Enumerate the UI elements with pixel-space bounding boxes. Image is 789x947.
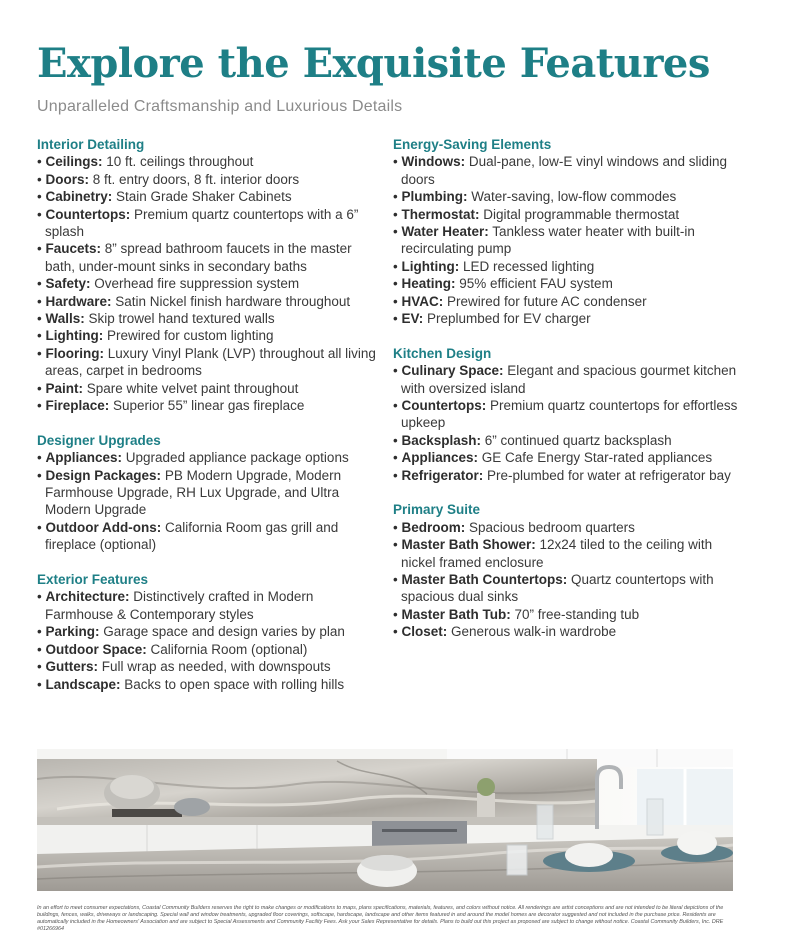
bullet-icon: • [37,398,46,414]
feature-item [393,519,738,536]
feature-description: Upgraded appliance package options [125,450,349,466]
section-kitchen-design [393,345,738,484]
feature-term: Paint: [45,380,83,396]
left-column [37,136,382,710]
feature-description: GE Cafe Energy Star-rated appliances [481,450,713,466]
bullet-icon: • [393,467,402,483]
bullet-icon: • [393,450,402,466]
bullet-icon: • [37,241,46,257]
feature-description: PB Modern Upgrade, Modern Farmhouse Upgrade, RH Lux Upgrade, and Ultra Modern Upgrade [45,467,342,518]
feature-item [37,449,382,466]
bullet-icon: • [37,589,46,605]
feature-item [37,153,382,170]
feature-term: Master Bath Countertops: [401,572,568,588]
feature-description: Digital programmable thermostat [483,206,680,222]
feature-term: Appliances: [45,450,123,466]
feature-item [37,240,382,275]
feature-item [37,467,382,519]
feature-description: Pre-plumbed for water at refrigerator bay [487,467,731,483]
feature-item [37,397,382,414]
bullet-icon: • [393,276,402,292]
feature-item [37,293,382,310]
bullet-icon: • [37,328,46,344]
feature-description: 10 ft. ceilings throughout [106,154,254,170]
feature-description: Full wrap as needed, with downspouts [101,659,331,675]
feature-term: Heating: [401,276,456,292]
feature-description: 8 ft. entry doors, 8 ft. interior doors [92,171,300,187]
feature-term: Ceilings: [45,154,103,170]
bullet-icon: • [393,572,402,588]
feature-term: Appliances: [401,450,479,466]
feature-description: Water-saving, low-flow commodes [471,189,677,205]
feature-item [37,641,382,658]
section-heading: Energy-Saving Elements [393,137,552,152]
section-heading: Exterior Features [37,572,149,588]
feature-description: 8” spread bathroom faucets in the master bath, under-mount sinks in secondary baths [45,241,352,274]
feature-description: Distinctively crafted in Modern Farmhouse & Contemporary styles [45,589,314,622]
feature-description: Satin Nickel finish hardware throughout [115,293,351,309]
feature-description: Premium quartz countertops for effortless upkeep [401,398,738,431]
feature-term: Backsplash: [401,432,482,448]
feature-item [37,676,382,693]
feature-description: 70” free-standing tub [514,606,640,622]
page-subtitle: Unparalleled Craftsmanship and Luxurious Details [37,98,403,115]
bullet-icon: • [37,641,46,657]
feature-description: Spare white velvet paint throughout [86,380,299,396]
bullet-icon: • [37,345,46,361]
feature-term: Master Bath Shower: [401,537,536,553]
bullet-icon: • [37,189,46,205]
feature-item [393,258,738,275]
feature-term: HVAC: [401,293,444,309]
feature-item [393,293,738,310]
feature-term: Bedroom: [401,519,466,535]
bullet-icon: • [37,154,46,170]
feature-item [393,310,738,327]
feature-term: Master Bath Tub: [401,606,511,622]
feature-term: Culinary Space: [401,363,504,379]
feature-item [37,623,382,640]
feature-term: Countertops: [45,206,131,222]
feature-item [393,449,738,466]
feature-term: Fireplace: [45,398,110,414]
feature-item [37,275,382,292]
feature-item [393,432,738,449]
feature-description: Superior 55” linear gas fireplace [113,398,305,414]
feature-description: 95% efficient FAU system [459,276,613,292]
feature-term: Outdoor Space: [45,641,147,657]
feature-description: Spacious bedroom quarters [469,519,635,535]
feature-description: Generous walk-in wardrobe [451,624,617,640]
feature-term: Refrigerator: [401,467,484,483]
feature-description: 12x24 tiled to the ceiling with nickel framed enclosure [401,537,713,570]
feature-description: California Room (optional) [150,641,308,657]
bullet-icon: • [393,311,402,327]
feature-term: Thermostat: [401,206,480,222]
feature-item [37,310,382,327]
feature-term: Architecture: [45,589,130,605]
feature-item [37,658,382,675]
bullet-icon: • [37,293,46,309]
feature-description: Backs to open space with rolling hills [124,676,345,692]
feature-item [393,571,738,606]
feature-description: Prewired for custom lighting [106,328,274,344]
feature-item [393,536,738,571]
bullet-icon: • [37,450,46,466]
bullet-icon: • [37,276,46,292]
feature-description: Quartz countertops with spacious dual sinks [401,572,714,605]
feature-term: Windows: [401,154,466,170]
feature-description: Elegant and spacious gourmet kitchen with oversized island [401,363,737,396]
feature-term: Parking: [45,624,100,640]
feature-item [37,206,382,241]
bullet-icon: • [37,467,46,483]
feature-description: 6” continued quartz backsplash [484,432,672,448]
feature-item [393,275,738,292]
feature-item [393,362,738,397]
section-heading: Kitchen Design [393,345,492,361]
section-heading: Interior Detailing [37,137,145,152]
feature-term: Safety: [45,276,91,292]
section-heading: Designer Upgrades [37,432,161,448]
feature-term: Lighting: [401,258,460,274]
feature-description: Stain Grade Shaker Cabinets [116,189,292,205]
feature-item [37,588,382,623]
bullet-icon: • [393,519,402,535]
feature-item [37,188,382,205]
feature-item [393,467,738,484]
feature-description: Prewired for future AC condenser [447,293,647,309]
bullet-icon: • [393,258,402,274]
feature-item [37,171,382,188]
bullet-icon: • [37,206,46,222]
feature-term: Closet: [401,624,448,640]
page-title: Explore the Exquisite Features [37,40,710,87]
feature-item [393,223,738,258]
bullet-icon: • [393,624,402,640]
feature-description: Tankless water heater with built-in recirculating pump [401,224,695,257]
feature-term: Water Heater: [401,224,489,240]
bullet-icon: • [393,154,402,170]
section-interior-detailing [37,136,382,414]
bullet-icon: • [393,189,402,205]
feature-item [37,380,382,397]
feature-term: EV: [401,311,424,327]
bullet-icon: • [37,676,46,692]
bullet-icon: • [393,432,402,448]
section-heading: Primary Suite [393,502,481,518]
feature-description: Premium quartz countertops with a 6” splash [45,206,359,240]
feature-description: Dual-pane, low-E vinyl windows and sliding doors [401,154,728,187]
section-exterior-features [37,571,382,693]
feature-term: Hardware: [45,293,112,309]
feature-term: Lighting: [45,328,104,344]
section-primary-suite [393,501,738,640]
feature-description: Preplumbed for EV charger [427,311,591,327]
feature-term: Gutters: [45,659,98,675]
feature-description: Luxury Vinyl Plank (LVP) throughout all living areas, carpet in bedrooms [45,345,376,379]
bullet-icon: • [393,363,402,379]
feature-item [393,206,738,223]
feature-description: California Room gas grill and fireplace (optional) [45,519,339,553]
feature-term: Landscape: [45,676,121,692]
feature-term: Plumbing: [401,189,468,205]
feature-term: Outdoor Add-ons: [45,519,162,535]
feature-item [37,327,382,344]
feature-item [393,397,738,432]
bullet-icon: • [393,606,402,622]
bullet-icon: • [393,398,402,414]
bullet-icon: • [37,311,46,327]
feature-item [393,188,738,205]
feature-term: Cabinetry: [45,189,113,205]
kitchen-photo [37,749,733,891]
bullet-icon: • [37,171,46,187]
right-column [393,136,738,658]
feature-term: Flooring: [45,345,104,361]
bullet-icon: • [393,537,402,553]
bullet-icon: • [37,659,46,675]
feature-item [37,345,382,380]
bullet-icon: • [37,624,46,640]
bullet-icon: • [393,224,402,240]
feature-description: Garage space and design varies by plan [103,624,345,640]
feature-description: Skip trowel hand textured walls [88,311,275,327]
bullet-icon: • [393,293,402,309]
feature-item [393,606,738,623]
legal-disclaimer: In an effort to meet consumer expectations, Coastal Community Builders reserves the right to make changes or modifications to maps, plans specifications, materials, features, and colors without notice. All renderings are artist conceptions and are not intended to be literal depictions of the buildings, fences, walks, driveways or landscaping. Special wall and window treatments, upgraded floor coverings, softscape, hardscape, landscape and other items featured in and around the model homes are decorator suggested and not included in the purchase price. Residents are automatically included in the Homeowners' Association and are subject to Special Assessments and Community Facility Fees. Ask your Sales Representative for details. Plans to build out this project as proposed are subject to change without notice. Coastal Community Builders, Inc. DRE #01266964 [37,905,724,932]
bullet-icon: • [37,380,46,396]
feature-description: LED recessed lighting [462,258,595,274]
feature-term: Walls: [45,311,85,327]
feature-item [393,623,738,640]
feature-term: Design Packages: [45,467,162,483]
feature-item [393,153,738,188]
section-designer-upgrades [37,432,382,554]
feature-term: Countertops: [401,398,487,414]
feature-term: Doors: [45,171,89,187]
feature-description: Overhead fire suppression system [94,276,300,292]
feature-item [37,519,382,554]
feature-term: Faucets: [45,241,102,257]
section-energy-saving-elements [393,136,738,327]
bullet-icon: • [393,206,402,222]
bullet-icon: • [37,519,46,535]
